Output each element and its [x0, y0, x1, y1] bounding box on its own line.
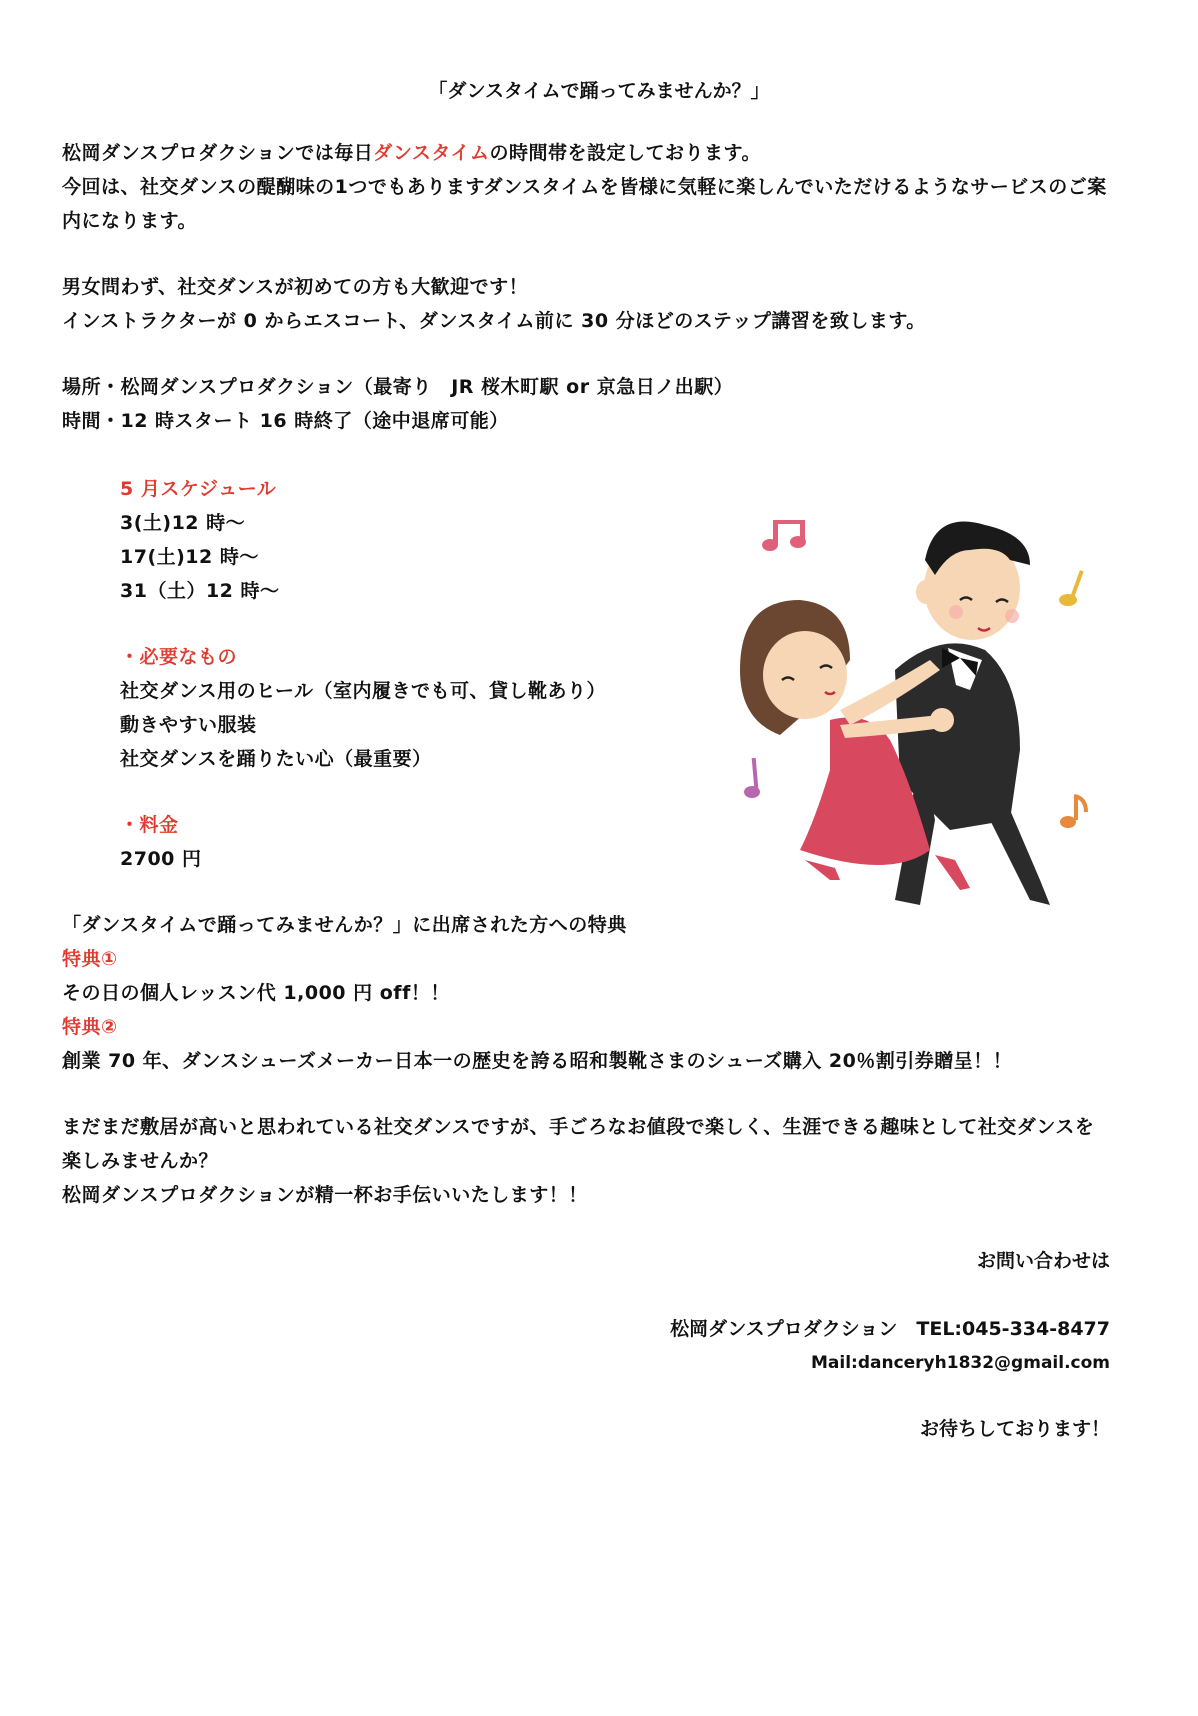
dancing-couple-illustration	[720, 520, 1090, 920]
benefit-text: 創業 70 年、ダンスシューズメーカー日本一の歴史を誇る昭和製靴さまのシューズ購入 20％割引券贈呈！！	[62, 1050, 1013, 1072]
music-note-icon	[1060, 796, 1086, 828]
schedule-item: 31（土）12 時～	[120, 580, 280, 602]
requirement-item: 動きやすい服装	[120, 714, 257, 736]
requirement-item: 社交ダンスを踊りたい心（最重要）	[120, 748, 432, 770]
fee-value: 2700 円	[120, 848, 202, 870]
intro-line-2: 今回は、社交ダンスの醍醐味の1つでもありますダンスタイムを皆様に気軽に楽しんでいただけるようなサービスのご案	[62, 176, 1107, 198]
contact-heading: お問い合わせは	[976, 1250, 1110, 1272]
music-note-icon	[1059, 570, 1084, 606]
music-note-icon	[762, 520, 806, 551]
closing-line-2: 楽しみませんか？	[62, 1150, 219, 1172]
welcome-line-1: 男女問わず、社交ダンスが初めての方も大歓迎です！	[62, 276, 529, 298]
place-info: 場所・松岡ダンスプロダクション（最寄り JR 桜木町駅 or 京急日ノ出駅）	[62, 376, 734, 398]
benefit-label: 特典②	[62, 1016, 118, 1038]
intro-text: の時間帯を設定しております。	[489, 142, 761, 164]
dance-time-highlight: ダンスタイム	[373, 142, 490, 164]
fee-heading: ・料金	[120, 814, 179, 836]
closing-line-3: 松岡ダンスプロダクションが精一杯お手伝いいたします！！	[62, 1184, 588, 1206]
schedule-item: 17(土)12 時～	[120, 546, 259, 568]
contact-company-tel: 松岡ダンスプロダクション TEL:045-334-8477	[670, 1318, 1110, 1340]
benefit-text: その日の個人レッスン代 1,000 円 off！！	[62, 982, 450, 1004]
requirement-item: 社交ダンス用のヒール（室内履きでも可、貸し靴あり）	[120, 680, 606, 702]
requirements-heading: ・必要なもの	[120, 646, 238, 668]
intro-text: 松岡ダンスプロダクションでは毎日	[62, 142, 374, 164]
schedule-heading: 5 月スケジュール	[120, 478, 277, 500]
contact-mail: Mail:danceryh1832@gmail.com	[810, 1353, 1110, 1373]
music-note-icon	[744, 758, 760, 798]
time-info: 時間・12 時スタート 16 時終了（途中退席可能）	[62, 410, 509, 432]
closing-line-1: まだまだ敷居が高いと思われている社交ダンスですが、手ごろなお値段で楽しく、生涯できる趣味として社交ダンスを	[62, 1116, 1095, 1138]
benefit-label: 特典①	[62, 948, 118, 970]
schedule-item: 3(土)12 時～	[120, 512, 246, 534]
page-title: 「ダンスタイムで踊ってみませんか？」	[428, 80, 770, 102]
benefits-intro: 「ダンスタイムで踊ってみませんか？」に出席された方への特典	[62, 914, 627, 936]
intro-line-3: 内になります。	[62, 210, 197, 232]
intro-line-1	[62, 140, 761, 166]
signoff: お待ちしております！	[919, 1418, 1110, 1440]
welcome-line-2: インストラクターが 0 からエスコート、ダンスタイム前に 30 分ほどのステップ講習を致します。	[62, 310, 926, 332]
